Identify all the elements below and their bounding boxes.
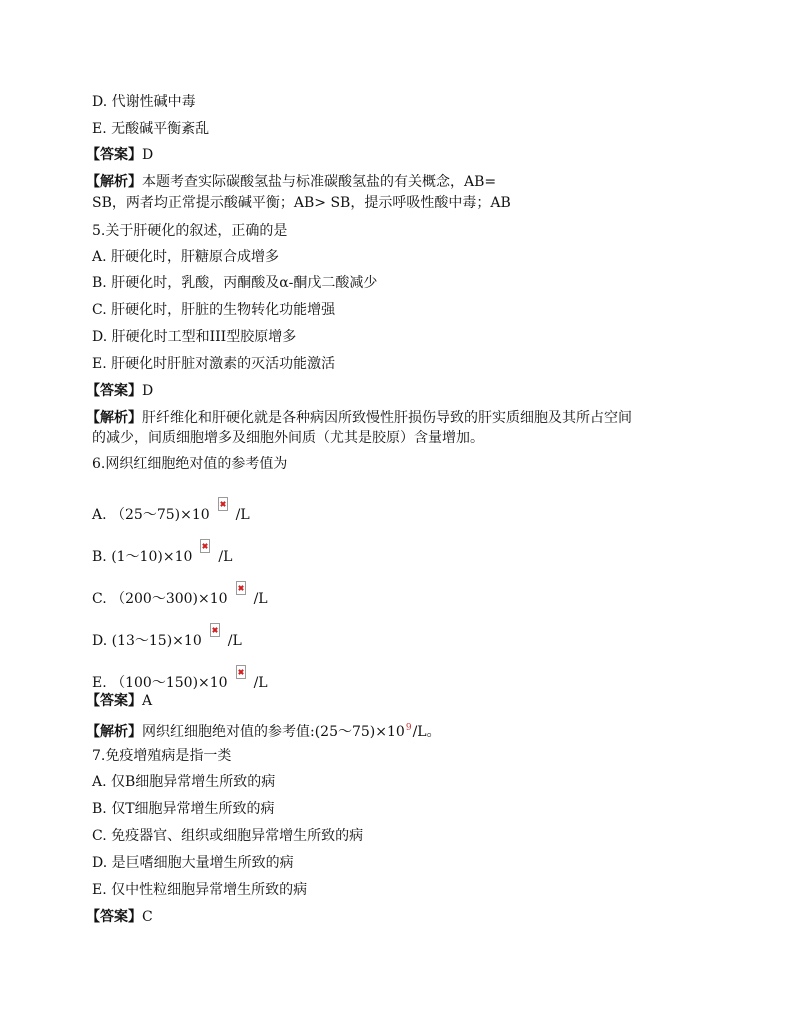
q5-option-e: E. 肝硬化时肝脏对激素的灭活功能激活 [92,356,336,372]
q6-analysis [86,719,441,741]
unit: /L [253,591,268,607]
q7-option-d: D. 是巨嗜细胞大量增生所致的病 [92,855,294,871]
analysis-text: 肝纤维化和肝硬化就是各种病因所致慢性肝损伤导致的肝实质细胞及其所占空间 [142,410,632,426]
q4-option-e: E. 无酸碱平衡紊乱 [92,121,210,137]
q6-option-c [92,581,268,608]
q6-option-e [92,665,268,692]
answer-label: 【答案】 [86,383,142,399]
analysis-label: 【解析】 [86,410,142,426]
answer-value: D [142,147,154,163]
unit: /L [218,549,233,565]
unit: /L [227,633,242,649]
q5-answer [86,382,153,400]
option-text: D. (13～15)×10 [92,633,202,649]
q6-question: 6.网织红细胞绝对值的参考值为 [92,456,288,472]
analysis-text: 网织红细胞绝对值的参考值:(25～75)×10 [142,724,405,740]
broken-image-icon [200,539,210,553]
answer-value: C [142,909,153,925]
analysis-text: 本题考查实际碳酸氢盐与标准碳酸氢盐的有关概念，AB= [142,174,497,190]
broken-image-icon [236,581,246,595]
q5-option-d: D. 肝硬化时工型和III型胶原增多 [92,329,297,345]
q6-answer [86,692,152,710]
answer-label: 【答案】 [86,909,142,925]
q7-option-a: A. 仅B细胞异常增生所致的病 [92,774,276,790]
q5-option-c: C. 肝硬化时，肝脏的生物转化功能增强 [92,302,336,318]
analysis-label: 【解析】 [86,724,142,740]
q4-answer [86,146,153,164]
option-text: B. (1～10)×10 [92,549,193,565]
q7-question: 7.免疫增殖病是指一类 [92,748,232,764]
option-text: A. （25～75)×10 [92,507,210,523]
q5-analysis-line1 [86,409,632,427]
option-text: C. （200～300)×10 [92,591,228,607]
analysis-label: 【解析】 [86,174,142,190]
answer-value: A [142,693,153,709]
q6-option-b [92,539,232,566]
broken-image-icon [236,665,246,679]
answer-value: D [142,383,154,399]
analysis-unit: /L。 [412,724,441,740]
q7-answer [86,908,153,926]
q7-option-e: E. 仅中性粒细胞异常增生所致的病 [92,882,308,898]
q4-analysis-line2: SB，两者均正常提示酸碱平衡；AB> SB，提示呼吸性酸中毒；AB [92,195,511,211]
q6-option-a [92,497,250,524]
q5-option-a: A. 肝硬化时，肝糖原合成增多 [92,249,280,265]
q5-analysis-line2: 的减少，间质细胞增多及细胞外间质（尤其是胶原）含量增加。 [92,430,484,446]
q7-option-c: C. 免疫器官、组织或细胞异常增生所致的病 [92,828,364,844]
unit: /L [253,675,268,691]
broken-image-icon [210,623,220,637]
exponent: 9 [405,723,412,733]
unit: /L [235,507,250,523]
q4-option-d: D. 代谢性碱中毒 [92,94,196,110]
option-text: E. （100～150)×10 [92,675,228,691]
answer-label: 【答案】 [86,693,142,709]
q5-option-b: B. 肝硬化时，乳酸，丙酮酸及α-酮戊二酸减少 [92,275,378,291]
answer-label: 【答案】 [86,147,142,163]
q5-question: 5.关于肝硬化的叙述，正确的是 [92,223,288,239]
q4-analysis-line1 [86,173,496,191]
q6-option-d [92,623,242,650]
q7-option-b: B. 仅T细胞异常增生所致的病 [92,801,275,817]
broken-image-icon [218,497,228,511]
